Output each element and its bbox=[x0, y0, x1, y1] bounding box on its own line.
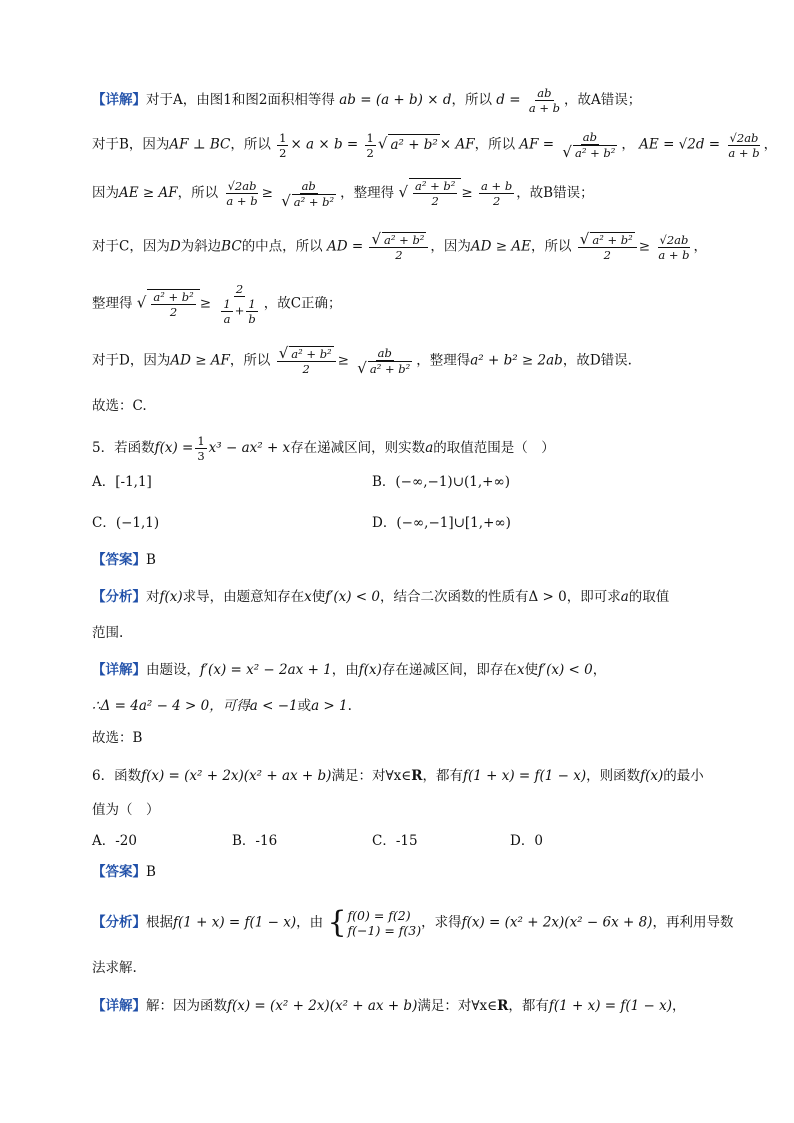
q6-option-c: C．-15 bbox=[372, 833, 418, 849]
fraction: $\frac{ab}{a + b}$ bbox=[528, 86, 560, 115]
q5-detail: 【详解】由题设，f′(x) = x² − 2ax + 1，由f(x)存在递减区间，即存在x使f′(x) < 0， bbox=[92, 662, 607, 678]
q5-answer: 【答案】B bbox=[92, 552, 156, 568]
q5-detail-2: ∴Δ = 4a² − 4 > 0，可得a < −1或a > 1. bbox=[92, 698, 352, 714]
q6-analysis: 【分析】根据f(1 + x) = f(1 − x)，由 { f(0) = f(2) f(−1) = f(3) ，求得f(x) = (x² + 2x)(x² − 6x + 8)，再利用导数 bbox=[92, 905, 734, 940]
q6-detail: 【详解】解：因为函数f(x) = (x² + 2x)(x² + ax + b)满足：对∀x∈R，都有f(1 + x) = f(1 − x)， bbox=[92, 998, 686, 1014]
q5-analysis-2: 范围. bbox=[92, 625, 124, 641]
q5-choose: 故选：B bbox=[92, 730, 143, 746]
detail-C-line: 对于C，因为D为斜边BC的中点，所以 AD = $\frac{\text{√ a² + b²}}{2}$ ，因为AD ≥ AE，所以 $\frac{\text{√ a² + b²}}{2}$ ≥ $\frac{√2ab}{a + b}$ ， bbox=[92, 230, 708, 262]
detail-B-line: 对于B，因为AF ⊥ BC，所以 $\frac{1}{2}$ × a × b = $\frac{1}{2}$ √ a² + b² × AF，所以 AF = $\frac{ab}{\text{√ a² + b²}}$ ， AE = √2d = $\frac{√2ab}{a + b}$ ， bbox=[92, 130, 778, 161]
q5-option-c: C．(−1,1) bbox=[92, 515, 160, 531]
q6-option-d: D．0 bbox=[510, 833, 543, 849]
equation-system: { f(0) = f(2) f(−1) = f(3) bbox=[327, 905, 422, 940]
q5-analysis: 【分析】对f(x)求导，由题意知存在x使f′(x) < 0，结合二次函数的性质有Δ > 0，即可求a的取值 bbox=[92, 589, 670, 605]
q5-option-b: B．(−∞,−1)∪(1,+∞) bbox=[372, 474, 510, 490]
q6-option-b: B．-16 bbox=[232, 833, 278, 849]
question-6-stem: 6．函数f(x) = (x² + 2x)(x² + ax + b)满足：对∀x∈R，都有f(1 + x) = f(1 − x)，则函数f(x)的最小 bbox=[92, 768, 704, 784]
choose-C: 故选：C. bbox=[92, 398, 147, 414]
detail-A-line: 【详解】对于A，由图1和图2面积相等得 ab = (a + b) × d，所以 d = $\frac{ab}{a + b}$ ，故A错误； bbox=[92, 86, 642, 115]
q5-option-d: D．(−∞,−1]∪[1,+∞) bbox=[372, 515, 511, 531]
q6-analysis-2: 法求解. bbox=[92, 960, 137, 976]
q6-option-a: A．-20 bbox=[92, 833, 137, 849]
detail-B-line-2: 因为AE ≥ AF，所以 $\frac{√2ab}{a + b}$ ≥ $\frac{ab}{\text{√ a² + b²}}$ ，整理得 √ $\frac{\text{a² + b²}}{2}$ ≥ $\frac{a + b}{2}$ ，故B错误； bbox=[92, 178, 594, 210]
question-5-stem: 5．若函数f(x) = $\frac{1}{3}$ x³ − ax² + x存在递减区间，则实数a的取值范围是（ ） bbox=[92, 434, 555, 463]
q5-option-a: A．[-1,1] bbox=[92, 474, 152, 490]
detail-label: 【详解】 bbox=[92, 92, 146, 108]
question-6-stem-2: 值为（ ） bbox=[92, 802, 160, 818]
detail-D-line: 对于D，因为AD ≥ AF，所以 $\frac{\text{√ a² + b²}}{2}$ ≥ $\frac{ab}{\text{√ a² + b²}}$ ，整理得a² + b² ≥ 2ab，故D错误. bbox=[92, 344, 632, 377]
detail-C-line-2: 整理得 √ $\frac{\text{a² + b²}}{2}$ ≥ 2 $\frac{1}{a}$ + $\frac{1}{b}$ ，故C正确； bbox=[92, 282, 342, 326]
q6-answer: 【答案】B bbox=[92, 864, 156, 880]
